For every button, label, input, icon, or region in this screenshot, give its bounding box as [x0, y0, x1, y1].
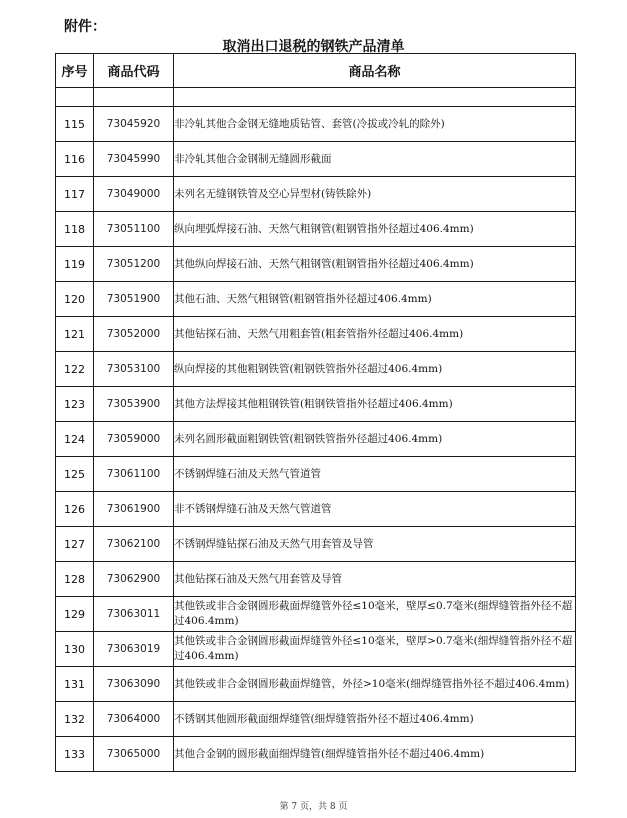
table-row: [56, 527, 576, 562]
table-row: [56, 142, 576, 177]
row-name: 其他钻探石油及天然气用套管及导管: [174, 562, 576, 597]
table-row: [56, 702, 576, 737]
row-code: 73061100: [94, 457, 174, 492]
header-code: 商品代码: [94, 54, 174, 88]
row-seq: 118: [56, 212, 94, 247]
row-name: 其他纵向焊接石油、天然气粗钢管(粗钢管指外径超过406.4mm): [174, 247, 576, 282]
row-seq: 125: [56, 457, 94, 492]
row-code: 73053900: [94, 387, 174, 422]
row-seq: 133: [56, 737, 94, 772]
table-header-row: [56, 54, 576, 88]
row-code: 73062100: [94, 527, 174, 562]
table-row: [56, 422, 576, 457]
table-spacer-row: [56, 88, 576, 107]
row-name: 其他铁或非合金钢圆形截面焊缝管，外径>10毫米(细焊缝管指外径不超过406.4mm): [174, 667, 576, 702]
row-code: 73061900: [94, 492, 174, 527]
row-seq: 128: [56, 562, 94, 597]
table-row: [56, 492, 576, 527]
row-code: 73045920: [94, 107, 174, 142]
row-name: 纵向埋弧焊接石油、天然气粗钢管(粗钢管指外径超过406.4mm): [174, 212, 576, 247]
row-seq: 116: [56, 142, 94, 177]
row-seq: 115: [56, 107, 94, 142]
spacer-cell: [56, 88, 94, 107]
row-code: 73051900: [94, 282, 174, 317]
table-row: [56, 457, 576, 492]
row-code: 73059000: [94, 422, 174, 457]
table-body: [56, 88, 576, 772]
row-seq: 123: [56, 387, 94, 422]
row-seq: 129: [56, 597, 94, 632]
row-code: 73051200: [94, 247, 174, 282]
row-name: 其他钻探石油、天然气用粗套管(粗套管指外径超过406.4mm): [174, 317, 576, 352]
table-row: [56, 282, 576, 317]
row-code: 73045990: [94, 142, 174, 177]
spacer-cell: [94, 88, 174, 107]
row-code: 73051100: [94, 212, 174, 247]
row-name: 其他石油、天然气粗钢管(粗钢管指外径超过406.4mm): [174, 282, 576, 317]
header-seq: 序号: [56, 54, 94, 88]
row-code: 73065000: [94, 737, 174, 772]
row-name: 非冷轧其他合金钢无缝地质钻管、套管(冷拔或冷轧的除外): [174, 107, 576, 142]
row-seq: 122: [56, 352, 94, 387]
row-name: 其他方法焊接其他粗钢铁管(粗钢铁管指外径超过406.4mm): [174, 387, 576, 422]
row-code: 73062900: [94, 562, 174, 597]
table-row: [56, 352, 576, 387]
page-footer: 第 7 页，共 8 页: [279, 802, 348, 812]
row-seq: 126: [56, 492, 94, 527]
table-row: [56, 212, 576, 247]
row-seq: 120: [56, 282, 94, 317]
table-row: [56, 317, 576, 352]
row-code: 73063011: [94, 597, 174, 632]
row-code: 73063019: [94, 632, 174, 667]
row-seq: 121: [56, 317, 94, 352]
row-name: 其他合金钢的圆形截面细焊缝管(细焊缝管指外径不超过406.4mm): [174, 737, 576, 772]
spacer-cell: [174, 88, 576, 107]
row-name: 其他铁或非合金钢圆形截面焊缝管外径≤10毫米，壁厚>0.7毫米(细焊缝管指外径不超过406.4mm): [174, 632, 576, 667]
row-seq: 127: [56, 527, 94, 562]
attachment-label: 附件：: [64, 19, 106, 35]
row-name: 纵向焊接的其他粗钢铁管(粗钢铁管指外径超过406.4mm): [174, 352, 576, 387]
table-row: [56, 177, 576, 212]
product-table: [55, 53, 576, 772]
table-row: [56, 632, 576, 667]
table-row: [56, 562, 576, 597]
row-name: 非不锈钢焊缝石油及天然气管道管: [174, 492, 576, 527]
row-seq: 131: [56, 667, 94, 702]
table-row: [56, 667, 576, 702]
table-row: [56, 247, 576, 282]
row-name: 不锈钢焊缝石油及天然气管道管: [174, 457, 576, 492]
row-seq: 132: [56, 702, 94, 737]
table-row: [56, 107, 576, 142]
row-seq: 117: [56, 177, 94, 212]
row-name: 未列名无缝钢铁管及空心异型材(铸铁除外): [174, 177, 576, 212]
row-name: 不锈钢焊缝钻探石油及天然气用套管及导管: [174, 527, 576, 562]
table-row: [56, 737, 576, 772]
row-seq: 119: [56, 247, 94, 282]
row-name: 未列名圆形截面粗钢铁管(粗钢铁管指外径超过406.4mm): [174, 422, 576, 457]
header-name: 商品名称: [174, 54, 576, 88]
row-code: 73063090: [94, 667, 174, 702]
row-name: 非冷轧其他合金钢制无缝圆形截面: [174, 142, 576, 177]
row-code: 73049000: [94, 177, 174, 212]
row-code: 73064000: [94, 702, 174, 737]
row-seq: 124: [56, 422, 94, 457]
row-code: 73053100: [94, 352, 174, 387]
page-title: 取消出口退税的钢铁产品清单: [222, 39, 405, 55]
table-row: [56, 597, 576, 632]
row-seq: 130: [56, 632, 94, 667]
row-name: 不锈钢其他圆形截面细焊缝管(细焊缝管指外径不超过406.4mm): [174, 702, 576, 737]
table-row: [56, 387, 576, 422]
row-code: 73052000: [94, 317, 174, 352]
row-name: 其他铁或非合金钢圆形截面焊缝管外径≤10毫米，壁厚≤0.7毫米(细焊缝管指外径不超过406.4mm): [174, 597, 576, 632]
